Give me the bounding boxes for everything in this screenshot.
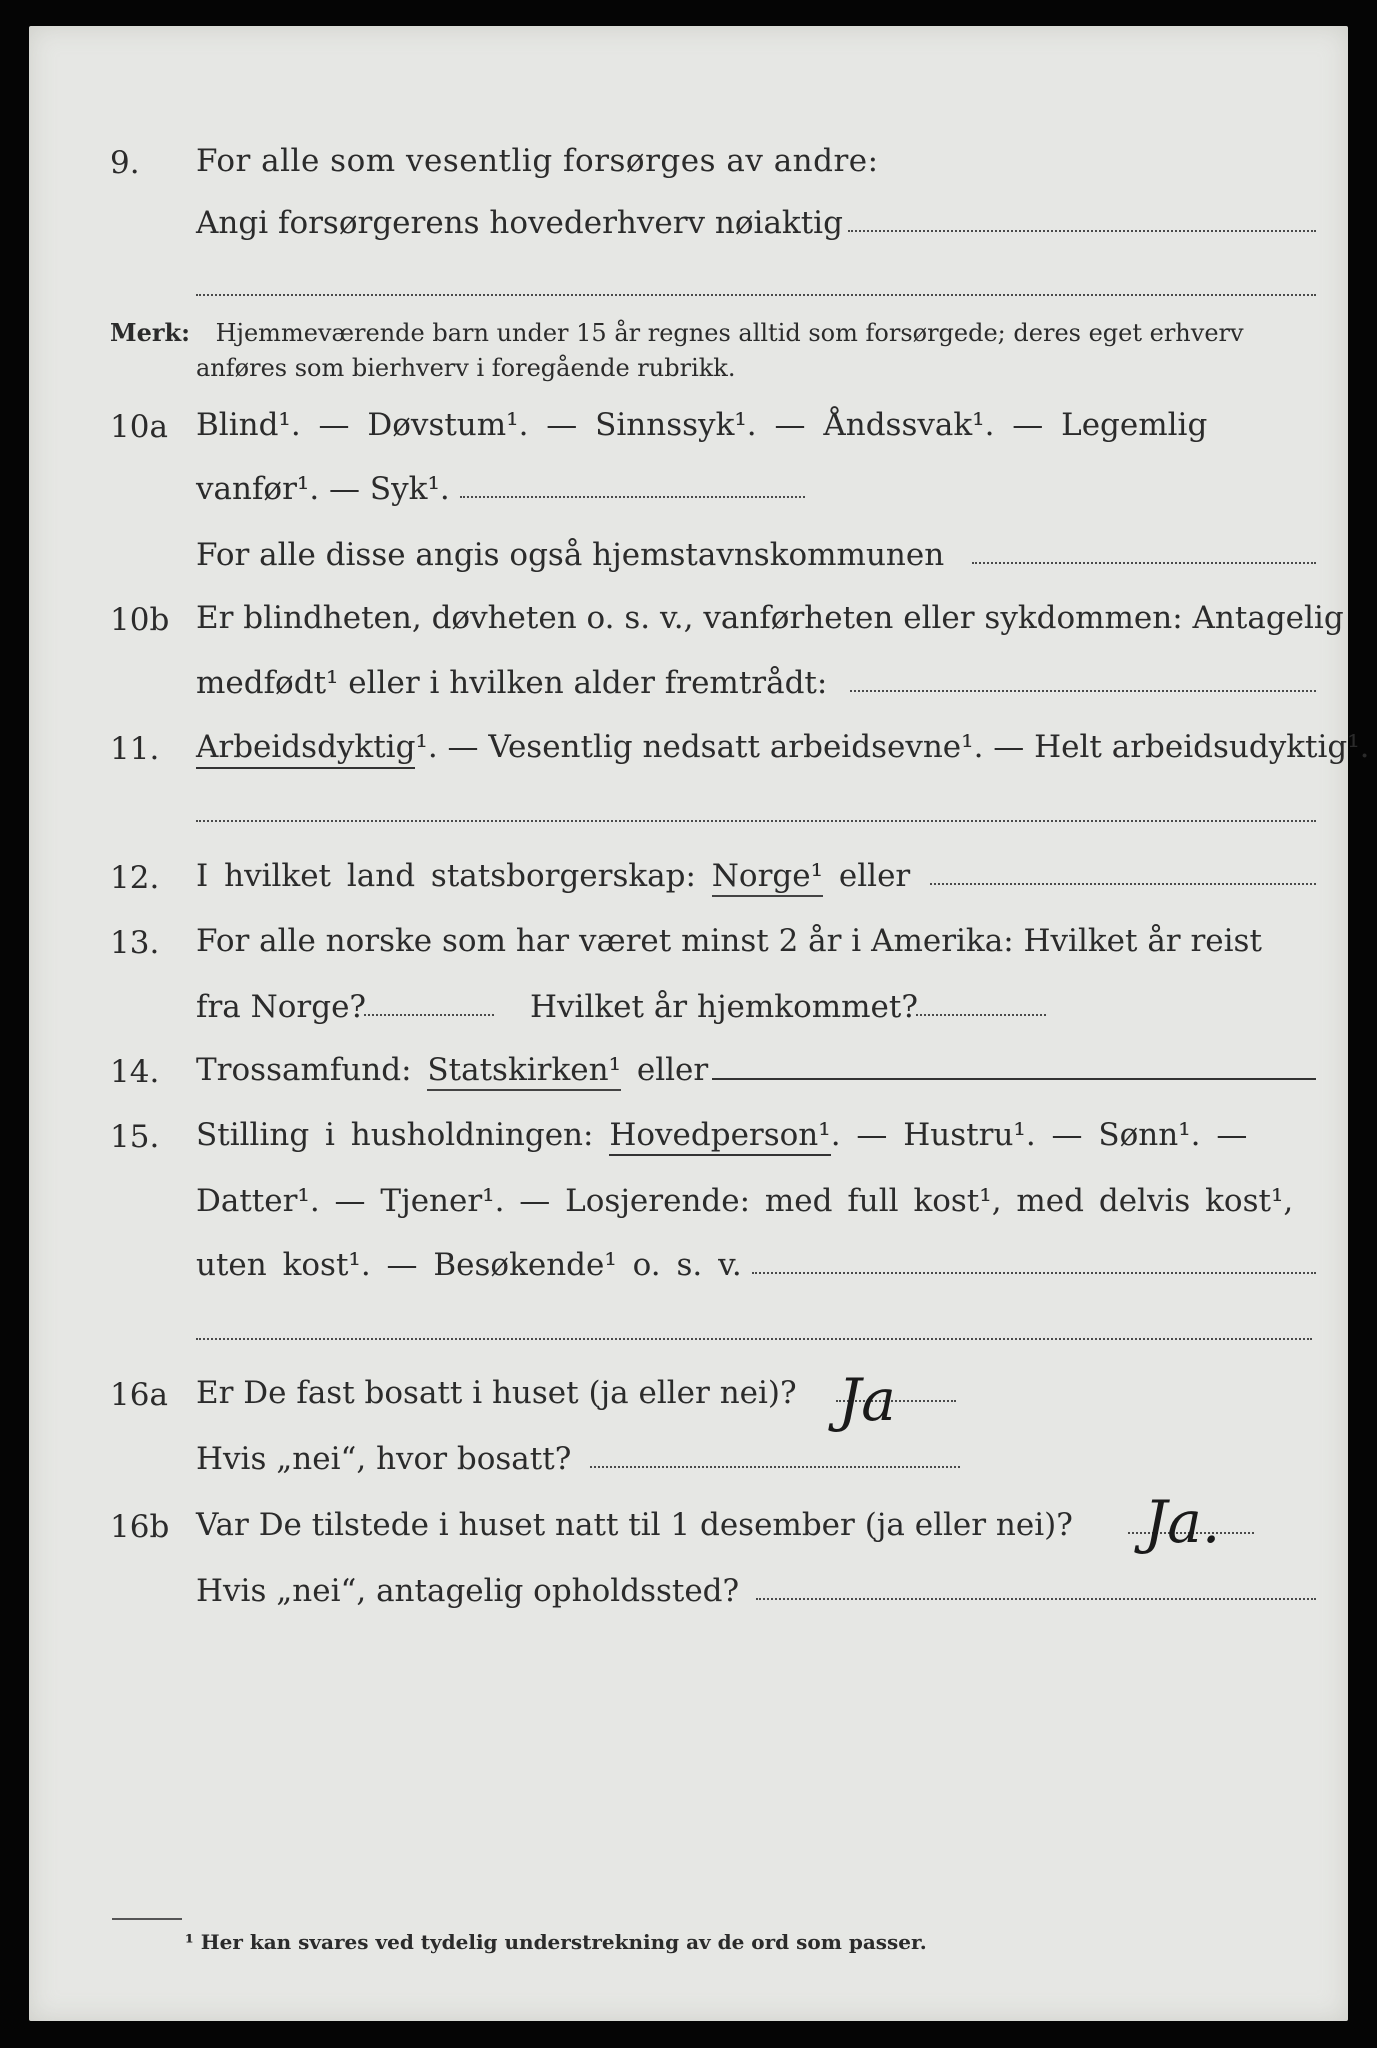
q16b-line2: Hvis „nei“, antagelig opholdssted? (196, 1573, 740, 1609)
q11-line (196, 729, 1370, 765)
merk-label: Merk: (110, 318, 190, 347)
q9-answer-line-2[interactable] (196, 294, 1316, 296)
q14-eller: eller (636, 1052, 709, 1088)
q16a-number: 16a (110, 1377, 168, 1413)
q12-answer-line[interactable] (930, 883, 1316, 885)
q13-reist-line[interactable] (364, 1014, 494, 1016)
q10b-line1: Er blindheten, døvheten o. s. v., vanførheten eller sykdommen: Antagelig (196, 600, 1344, 636)
q16a-line1: Er De fast bosatt i huset (ja eller nei)? (196, 1375, 797, 1411)
q13-hjemkommet-line[interactable] (916, 1014, 1046, 1016)
q10a-answer-line[interactable] (460, 496, 805, 498)
q9-line2: Angi forsørgerens hovederhverv nøiaktig (196, 205, 843, 241)
merk-line2: anføres som bierhverv i foregående rubrikk. (196, 353, 736, 382)
q12-line (196, 858, 911, 894)
q10a-line1: Blind¹. — Døvstum¹. — Sinnssyk¹. — Åndssvak¹. — Legemlig (196, 407, 1208, 443)
q15-answer-line-2[interactable] (196, 1338, 1312, 1340)
q15-answer-line[interactable] (752, 1272, 1316, 1274)
q15-line2: Datter¹. — Tjener¹. — Losjerende: med full kost¹, med delvis kost¹, (196, 1183, 1294, 1219)
q15-number: 15. (110, 1119, 160, 1155)
q14-answer-line[interactable] (712, 1078, 1316, 1080)
q10b-answer-line[interactable] (850, 690, 1316, 692)
footnote: ¹ Her kan svares ved tydelig understrekning av de ord som passer. (185, 1930, 927, 1954)
q15-option-hovedperson[interactable]: Hovedperson¹ (609, 1117, 830, 1156)
merk-note (110, 316, 1244, 386)
q10a-line3: For alle disse angis også hjemstavnskommunen (196, 537, 945, 573)
q16a-bosatt-line[interactable] (590, 1466, 960, 1468)
q13-line2b: Hvilket år hjemkommet? (530, 989, 918, 1025)
q12-eller: eller (838, 858, 911, 894)
q15-line1 (196, 1117, 1248, 1153)
q15-line3: uten kost¹. — Besøkende¹ o. s. v. (196, 1247, 742, 1283)
q16b-handwritten-answer: Ja. (1144, 1488, 1221, 1556)
q11-rest: ¹. — Vesentlig nedsatt arbeidsevne¹. — Helt arbeidsudyktig¹. (415, 729, 1370, 765)
q9-line1: For alle som vesentlig forsørges av andre: (196, 143, 879, 179)
q11-number: 11. (110, 731, 160, 767)
q12-option-norge[interactable]: Norge¹ (712, 858, 823, 897)
q10b-number: 10b (110, 602, 170, 638)
q16b-number: 16b (110, 1509, 170, 1545)
q11-option-arbeidsdyktig[interactable]: Arbeidsdyktig (196, 729, 415, 769)
q16b-line1: Var De tilstede i huset natt til 1 desember (ja eller nei)? (196, 1507, 1073, 1543)
q10a-hometown-line[interactable] (972, 562, 1316, 564)
q15-question: Stilling i husholdningen: (196, 1117, 594, 1153)
q10a-line2: vanfør¹. — Syk¹. (196, 471, 450, 507)
q10b-line2: medfødt¹ eller i hvilken alder fremtrådt: (196, 665, 828, 701)
q9-number: 9. (110, 145, 140, 181)
q13-line1: For alle norske som har været minst 2 år i Amerika: Hvilket år reist (196, 923, 1262, 959)
q14-option-statskirken[interactable]: Statskirken¹ (427, 1052, 621, 1091)
q14-line (196, 1052, 709, 1088)
q11-answer-line[interactable] (196, 820, 1316, 822)
q14-question: Trossamfund: (196, 1052, 412, 1088)
q16b-opholdssted-line[interactable] (756, 1598, 1316, 1600)
q16a-handwritten-answer: Ja (838, 1366, 896, 1434)
footnote-rule (112, 1918, 182, 1920)
q15-options-rest: . — Hustru¹. — Sønn¹. — (830, 1117, 1248, 1153)
q9-answer-line[interactable] (848, 230, 1316, 232)
q14-number: 14. (110, 1054, 160, 1090)
q13-number: 13. (110, 925, 160, 961)
q12-number: 12. (110, 860, 160, 896)
q16a-line2: Hvis „nei“, hvor bosatt? (196, 1441, 572, 1477)
q10a-number: 10a (110, 409, 168, 445)
merk-line1: Hjemmeværende barn under 15 år regnes alltid som forsørgede; deres eget erhverv (215, 319, 1244, 347)
q12-question: I hvilket land statsborgerskap: (196, 858, 696, 894)
q13-line2a: fra Norge? (196, 989, 367, 1025)
